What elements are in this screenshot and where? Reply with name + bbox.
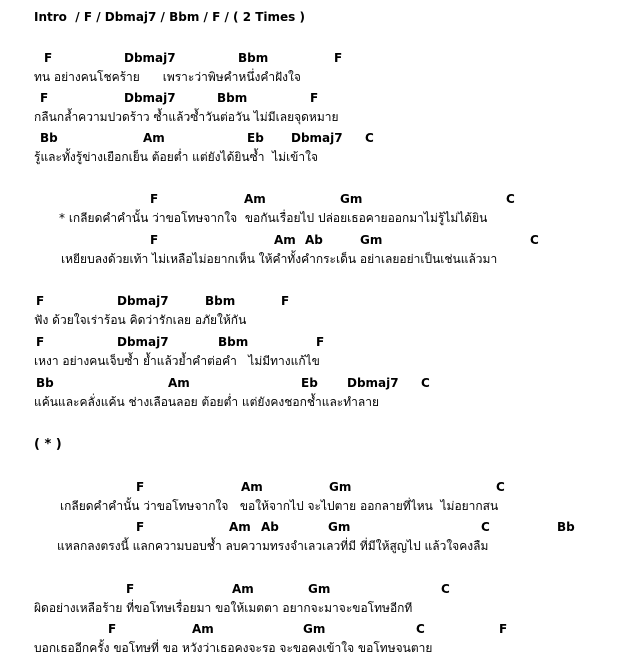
chord: Dbmaj7 (124, 51, 176, 65)
chord: F (499, 622, 508, 636)
chord: F (281, 294, 290, 308)
chord: C (416, 622, 425, 636)
chord: Eb (247, 131, 264, 145)
lyric-line-1: ทน อย่างคนโชคร้าย เพราะว่าพิษคำหนึ่งคำฝังใจ (34, 70, 301, 84)
chord: Am (168, 376, 190, 390)
chord: Am (244, 192, 266, 206)
chord: Ab (261, 520, 279, 534)
chord: C (530, 233, 539, 247)
chord: C (365, 131, 374, 145)
chord: Am (274, 233, 296, 247)
chord: F (136, 520, 145, 534)
chord: Bb (40, 131, 58, 145)
chord: Am (241, 480, 263, 494)
lyric-line-4: * เกลียดคำคำนั้น ว่าขอโทษจากใจ ขอกันเรื่อยไป ปล่อยเธอคายออกมาไม่รู้ไม่ได้ยิน (59, 211, 488, 225)
chord: F (44, 51, 53, 65)
chord: F (36, 294, 45, 308)
lyric-line-9: เกลียดคำคำนั้น ว่าขอโทษจากใจ ขอให้จากไป จะไปตาย ออกลายที่ไหน ไม่อยากสน (60, 499, 499, 513)
chord: Am (143, 131, 165, 145)
chord: Gm (340, 192, 363, 206)
chord: F (108, 622, 117, 636)
lyric-line-11: ผิดอย่างเหลือร้าย ที่ขอโทษเรื่อยมา ขอให้เมตตา อยากจะมาจะขอโทษอีกที (34, 601, 413, 615)
chord: Gm (303, 622, 326, 636)
chord: C (441, 582, 450, 596)
chord: Bbm (217, 91, 248, 105)
chord: Dbmaj7 (347, 376, 399, 390)
lyric-line-3: รู้และทั้งรู้ข่างเยือกเย็น ต้อยต่ำ แต่ยังได้ยินซ้ำ ไม่เข้าใจ (34, 150, 318, 164)
chord: Am (192, 622, 214, 636)
chord: Am (232, 582, 254, 596)
chord: C (481, 520, 490, 534)
chord: C (421, 376, 430, 390)
chord: Eb (301, 376, 318, 390)
chord: Bb (557, 520, 575, 534)
chord: F (334, 51, 343, 65)
chord: Gm (328, 520, 351, 534)
intro-line: Intro / F / Dbmaj7 / Bbm / F / ( 2 Times ) (34, 10, 305, 24)
chord: F (36, 335, 45, 349)
chord: F (150, 192, 159, 206)
chord: Dbmaj7 (291, 131, 343, 145)
chord: C (496, 480, 505, 494)
chord: Bbm (238, 51, 269, 65)
chord: Bb (36, 376, 54, 390)
chord: Bbm (218, 335, 249, 349)
chord: F (316, 335, 325, 349)
chord: F (150, 233, 159, 247)
chord: F (126, 582, 135, 596)
lyric-line-8: แค้นและคลั่งแค้น ช่างเลือนลอย ต้อยต่ำ แต่ยังคงชอกช้ำและทำลาย (34, 395, 380, 409)
chord: Dbmaj7 (117, 294, 169, 308)
chord: Bbm (205, 294, 236, 308)
chord: F (310, 91, 319, 105)
lyric-line-2: กลืนกล้ำความปวดร้าว ซ้ำแล้วซ้ำวันต่อวัน ไม่มีเลยจุดหมาย (34, 110, 339, 124)
lyric-line-12: บอกเธออีกครั้ง ขอโทษที่ ขอ หวังว่าเธอคงจะรอ จะขอคงเข้าใจ ขอโทษจนตาย (34, 641, 433, 655)
lyric-line-6: ฟัง ด้วยใจเร่าร้อน คิดว่ารักเลย อภัยให้กัน (34, 313, 247, 327)
chord: Am (229, 520, 251, 534)
chord: Dbmaj7 (124, 91, 176, 105)
lyric-line-10: แหลกลงตรงนี้ แลกความบอบช้ำ ลบความทรงจำเลวเลวที่มี ที่มีให้สูญไป แล้วใจคงลืม (57, 539, 489, 553)
chord: F (136, 480, 145, 494)
chord: Gm (360, 233, 383, 247)
chord: F (40, 91, 49, 105)
chord: Ab (305, 233, 323, 247)
chord: Dbmaj7 (117, 335, 169, 349)
chorus-marker: ( * ) (34, 437, 62, 452)
lyric-line-5: เหยียบลงด้วยเท้า ไม่เหลือไม่อยากเห็น ให้คำทั้งคำกระเด็น อย่าเลยอย่าเป็นเช่นแล้วมา (61, 252, 498, 266)
chord: Gm (329, 480, 352, 494)
chord: Gm (308, 582, 331, 596)
lyric-line-7: เหงา อย่างคนเจ็บซ้ำ ย้ำแล้วย้ำคำต่อคำ ไม่มีทางแก้ไข (34, 354, 320, 368)
chord: C (506, 192, 515, 206)
